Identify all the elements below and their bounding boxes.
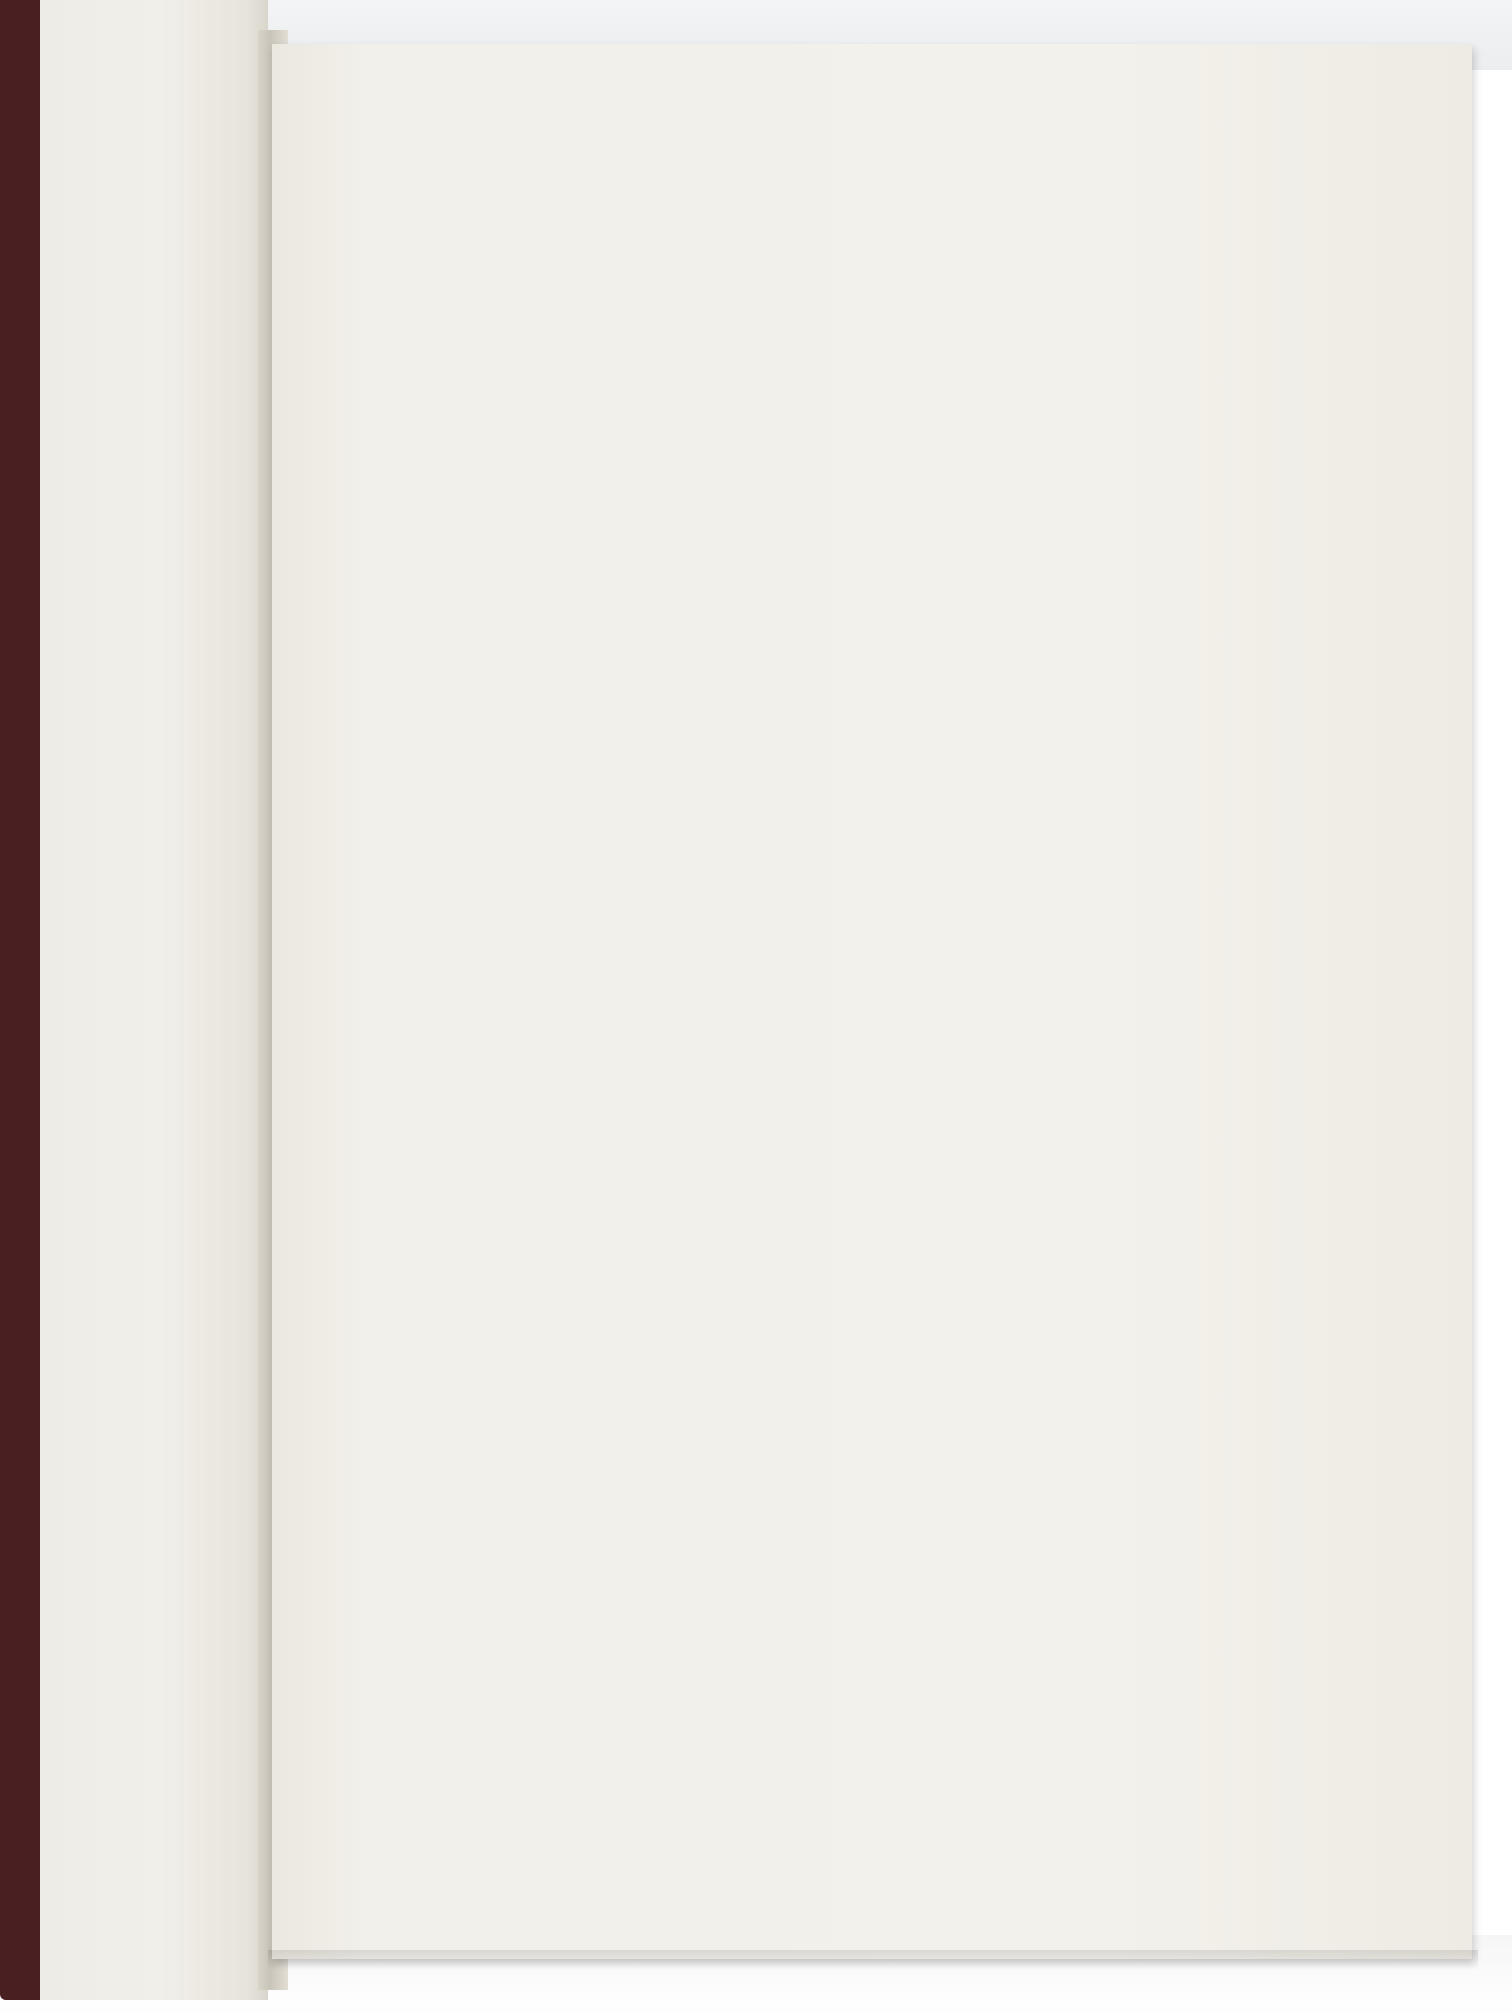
right-page bbox=[272, 44, 1472, 1959]
page-shadow bbox=[268, 1950, 1478, 1970]
left-page bbox=[0, 0, 268, 2000]
book-cover-edge bbox=[0, 0, 40, 2000]
